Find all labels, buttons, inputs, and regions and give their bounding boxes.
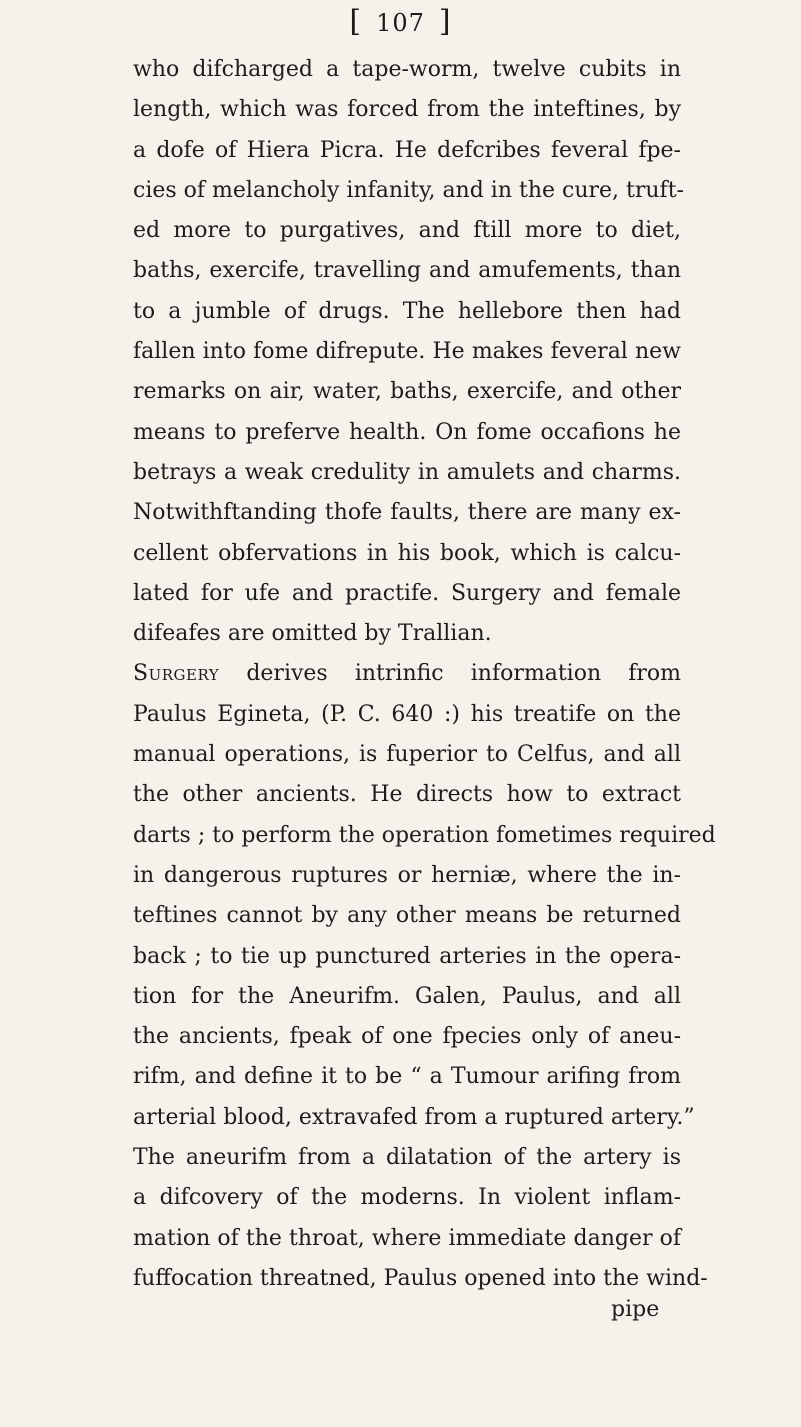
catchword: pipe	[611, 1297, 660, 1322]
text-line: a dofe of Hiera Picra. He defcribes feveral fpe-	[133, 137, 681, 163]
header-close-bracket: ]	[438, 4, 452, 39]
text-line: in dangerous ruptures or herniæ, where the in-	[133, 862, 681, 888]
text-line: arterial blood, extravafed from a ruptured artery.”	[133, 1104, 695, 1130]
text-line: fallen into fome difrepute. He makes feveral new	[133, 339, 681, 365]
text-line: cellent obfervations in his book, which is calcu-	[133, 540, 681, 566]
text-line: baths, exercife, travelling and amufements, than	[133, 258, 681, 284]
text-line: the other ancients. He directs how to extract	[133, 782, 681, 808]
text-line: means to preferve health. On fome occafions he	[133, 419, 681, 445]
text-line: difeafes are omitted by Trallian.	[133, 621, 492, 647]
header-open-bracket: [	[349, 4, 363, 39]
text-line: The aneurifm from a dilatation of the artery is	[133, 1145, 681, 1171]
text-line: remarks on air, water, baths, exercife, and other	[133, 379, 681, 405]
text-line: rifm, and define it to be “ a Tumour arifing from	[133, 1064, 681, 1090]
text-line: cies of melancholy infanity, and in the cure, truft-	[133, 177, 684, 203]
text-line: back ; to tie up punctured arteries in the opera-	[133, 943, 681, 969]
text-line: who difcharged a tape-worm, twelve cubits in	[133, 57, 681, 82]
text-line: ed more to purgatives, and ftill more to diet,	[133, 218, 681, 244]
section-line	[133, 654, 681, 694]
section-lead-word: Surgery	[133, 661, 220, 687]
text-line: tion for the Aneurifm. Galen, Paulus, and all	[133, 983, 681, 1009]
text-line: Paulus Egineta, (P. C. 640 :) his treatife on the	[133, 701, 681, 727]
text-line: lated for ufe and practife. Surgery and female	[133, 580, 681, 606]
section-line-rest: derives intrinfic information from	[246, 661, 682, 687]
text-line: manual operations, is fuperior to Celfus, and all	[133, 742, 681, 768]
text-line: Notwithftanding thofe faults, there are many ex-	[133, 500, 681, 526]
page-number: 107	[376, 9, 425, 37]
text-line: the ancients, fpeak of one fpecies only of aneu-	[133, 1024, 681, 1050]
text-line: betrays a weak credulity in amulets and charms.	[133, 459, 681, 485]
text-line: mation of the throat, where immediate danger of	[133, 1225, 681, 1251]
text-line: a difcovery of the moderns. In violent inflam-	[133, 1185, 681, 1211]
text-line: darts ; to perform the operation fometimes required	[133, 822, 716, 848]
text-line: length, which was forced from the inteftines, by	[133, 97, 681, 123]
text-line: fuffocation threatned, Paulus opened into the wind-	[133, 1265, 708, 1291]
text-line: teftines cannot by any other means be returned	[133, 903, 681, 929]
text-line: to a jumble of drugs. The hellebore then had	[133, 298, 681, 324]
page-header	[0, 4, 801, 39]
body-text	[133, 50, 716, 1299]
